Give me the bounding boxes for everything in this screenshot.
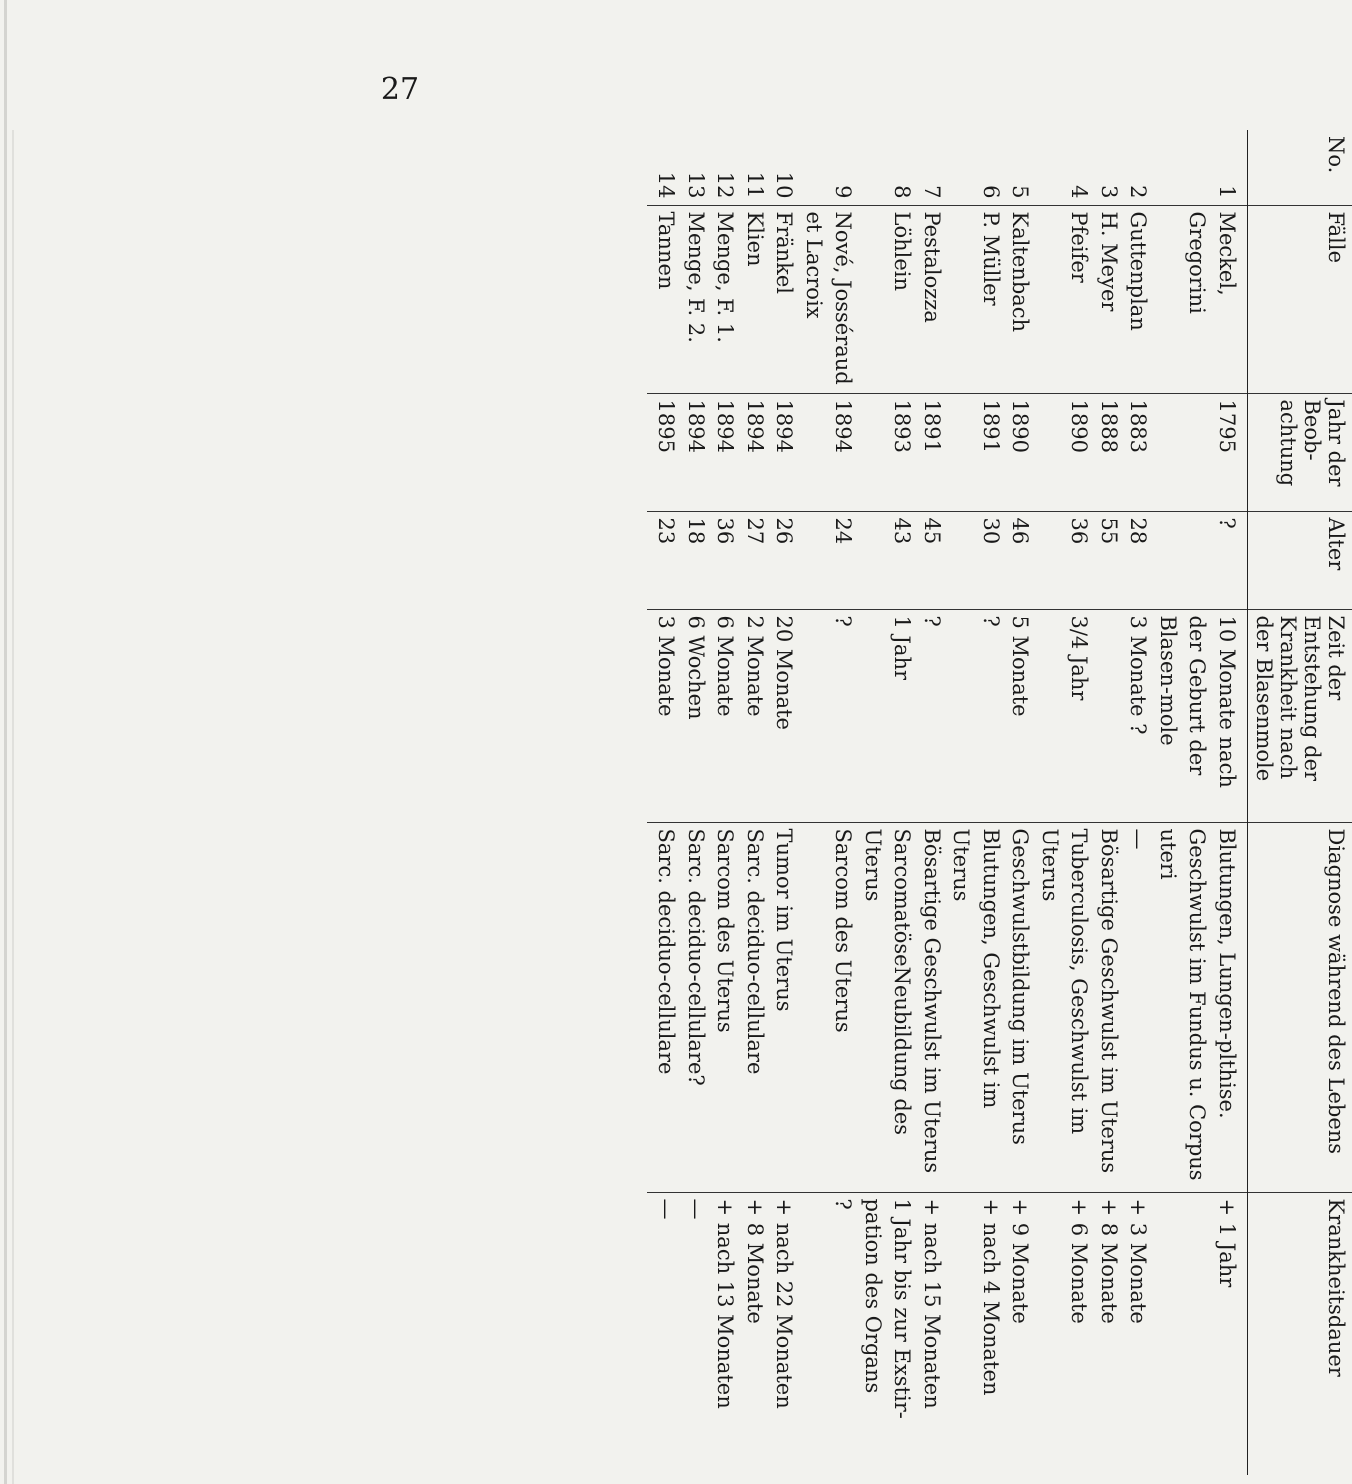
cell-zeit: 6 Monate	[710, 609, 740, 822]
table-row	[917, 130, 947, 1475]
cell-zeit: ?	[946, 609, 1005, 822]
cell-krankheitsdauer: + 9 Monate	[1005, 1192, 1035, 1475]
cell-faelle: Pestalozza	[917, 205, 947, 393]
cell-zeit: ?	[917, 609, 947, 822]
cell-jahr: 1888	[1094, 393, 1124, 511]
cell-krankheitsdauer: + nach 4 Monaten	[946, 1192, 1005, 1475]
cell-no: 7	[920, 185, 944, 199]
cell-alter: 24	[799, 511, 858, 609]
cell-zeit: 20 Monate	[769, 609, 799, 822]
header-row	[1248, 130, 1352, 1475]
cell-faelle: Guttenplan	[1123, 205, 1153, 393]
cell-faelle: Pfeifer	[1035, 205, 1094, 393]
cell-zeit: 3 Monate	[647, 609, 681, 822]
cell-no: 2	[1126, 185, 1151, 199]
table-row	[799, 130, 858, 1475]
cell-krankheitsdauer: + 1 Jahr	[1153, 1192, 1248, 1475]
cell-diagnose: Sarc. deciduo-cellulare	[740, 822, 770, 1192]
page-edge-line	[12, 130, 14, 1484]
table-row	[769, 130, 799, 1475]
cell-faelle: Tannen	[647, 205, 681, 393]
cell-alter: 30	[946, 511, 1005, 609]
cell-no: 9	[831, 185, 856, 199]
cell-krankheitsdauer: + 3 Monate	[1123, 1192, 1153, 1475]
header-no: No.	[1248, 130, 1352, 205]
table-row	[1005, 130, 1035, 1475]
cell-alter: 46	[1005, 511, 1035, 609]
table-row	[740, 130, 770, 1475]
cell-no: 3	[1097, 185, 1121, 199]
cell-faelle: Nové, Josséraud et Lacroix	[799, 205, 858, 393]
header-krankheitsdauer: Krankheitsdauer	[1248, 1192, 1352, 1475]
page-number: 27	[380, 72, 420, 107]
table-row	[1094, 130, 1124, 1475]
cell-jahr: 1894	[681, 393, 711, 511]
cell-krankheitsdauer: + 8 Monate	[1094, 1192, 1124, 1475]
cell-faelle: Menge, F. 1.	[710, 205, 740, 393]
cell-jahr: 1893	[858, 393, 917, 511]
cell-no: 6	[979, 185, 1003, 199]
case-table-rotated	[652, 130, 1352, 1475]
cell-krankheitsdauer: + 6 Monate	[1035, 1192, 1094, 1475]
header-diagnose: Diagnose während des Lebens	[1248, 822, 1352, 1192]
table-row	[1123, 130, 1153, 1475]
table-body	[647, 130, 1248, 1475]
cell-krankheitsdauer: —	[681, 1192, 711, 1475]
cell-zeit: 6 Wochen	[681, 609, 711, 822]
cell-alter: 27	[740, 511, 770, 609]
cell-no: 12	[713, 171, 738, 199]
cell-alter: 36	[1035, 511, 1094, 609]
cell-no: 4	[1067, 185, 1092, 199]
table-row	[647, 130, 681, 1475]
cell-jahr: 1894	[740, 393, 770, 511]
cell-zeit: 3/4 Jahr	[1035, 609, 1094, 822]
cell-faelle: P. Müller	[946, 205, 1005, 393]
cell-no: 1	[1215, 185, 1239, 199]
header-jahr: Jahr der Beob-achtung	[1248, 393, 1352, 511]
cell-zeit: 10 Monate nach der Geburt der Blasen-mole	[1153, 609, 1248, 822]
table-row	[858, 130, 917, 1475]
cell-jahr: 1883	[1123, 393, 1153, 511]
cell-zeit: 3 Monate ?	[1123, 609, 1153, 822]
cell-faelle: Kaltenbach	[1005, 205, 1035, 393]
cell-diagnose: Tumor im Uterus	[769, 822, 799, 1192]
cell-zeit: 5 Monate	[1005, 609, 1035, 822]
cell-jahr: 1795	[1153, 393, 1248, 511]
cell-alter: 55	[1094, 511, 1124, 609]
cell-zeit: 2 Monate	[740, 609, 770, 822]
cell-diagnose: —	[1123, 822, 1153, 1192]
cell-krankheitsdauer: + nach 15 Monaten	[917, 1192, 947, 1475]
cell-no: 14	[654, 171, 679, 199]
cell-alter: 36	[710, 511, 740, 609]
cell-diagnose: Geschwulstbildung im Uterus	[1005, 822, 1035, 1192]
cell-diagnose: Bösartige Geschwulst im Uterus	[1094, 822, 1124, 1192]
cell-krankheitsdauer: + 8 Monate	[740, 1192, 770, 1475]
cell-diagnose: Blutungen, Geschwulst im Uterus	[946, 822, 1005, 1192]
cell-jahr: 1894	[769, 393, 799, 511]
cell-jahr: 1890	[1035, 393, 1094, 511]
cell-diagnose: Sarc. deciduo-cellulare?	[681, 822, 711, 1192]
cell-zeit: ?	[799, 609, 858, 822]
cell-diagnose: Tuberculosis, Geschwulst im Uterus	[1035, 822, 1094, 1192]
cell-diagnose: SarcomatöseNeubildung des Uterus	[858, 822, 917, 1192]
cell-faelle: Menge, F. 2.	[681, 205, 711, 393]
cell-alter: 26	[769, 511, 799, 609]
cell-alter: ?	[1153, 511, 1248, 609]
cell-faelle: Löhlein	[858, 205, 917, 393]
cell-alter: 23	[647, 511, 681, 609]
table-row	[681, 130, 711, 1475]
header-zeit: Zeit der Entstehung der Krankheit nach der Blasenmole	[1248, 609, 1352, 822]
cell-diagnose: Sarcom des Uterus	[799, 822, 858, 1192]
cell-diagnose: Sarc. deciduo-cellulare	[647, 822, 681, 1192]
cell-faelle: Fränkel	[769, 205, 799, 393]
cell-diagnose: Sarcom des Uterus	[710, 822, 740, 1192]
cell-diagnose: Bösartige Geschwulst im Uterus	[917, 822, 947, 1192]
cell-jahr: 1891	[946, 393, 1005, 511]
cell-diagnose: Blutungen, Lungen-plthise. Geschwulst im Fundus u. Corpus uteri	[1153, 822, 1248, 1192]
cell-faelle: H. Meyer	[1094, 205, 1124, 393]
cell-no: 13	[684, 171, 708, 199]
cell-alter: 43	[858, 511, 917, 609]
cell-jahr: 1890	[1005, 393, 1035, 511]
cell-alter: 45	[917, 511, 947, 609]
cell-faelle: Meckel, Gregorini	[1153, 205, 1248, 393]
cell-krankheitsdauer: + nach 13 Monaten	[710, 1192, 740, 1475]
cell-faelle: Klien	[740, 205, 770, 393]
page-edge-shadow	[4, 0, 7, 1484]
header-alter: Alter	[1248, 511, 1352, 609]
cell-zeit: 1 Jahr	[858, 609, 917, 822]
table-row	[1153, 130, 1248, 1475]
cell-zeit	[1094, 609, 1124, 822]
cell-jahr: 1894	[710, 393, 740, 511]
cell-krankheitsdauer: ?	[799, 1192, 858, 1475]
cell-no: 8	[890, 185, 915, 199]
table-row	[710, 130, 740, 1475]
cell-alter: 28	[1123, 511, 1153, 609]
cell-jahr: 1895	[647, 393, 681, 511]
cell-no: 10	[772, 171, 797, 199]
cell-jahr: 1894	[799, 393, 858, 511]
header-faelle: Fälle	[1248, 205, 1352, 393]
cell-jahr: 1891	[917, 393, 947, 511]
cell-no: 11	[743, 171, 767, 199]
cell-no: 5	[1008, 185, 1033, 199]
cell-krankheitsdauer: 1 Jahr bis zur Exstir-pation des Organs	[858, 1192, 917, 1475]
table-row	[1035, 130, 1094, 1475]
cell-krankheitsdauer: + nach 22 Monaten	[769, 1192, 799, 1475]
table-row	[946, 130, 1005, 1475]
cell-krankheitsdauer: —	[647, 1192, 681, 1475]
case-table	[647, 130, 1352, 1475]
cell-alter: 18	[681, 511, 711, 609]
